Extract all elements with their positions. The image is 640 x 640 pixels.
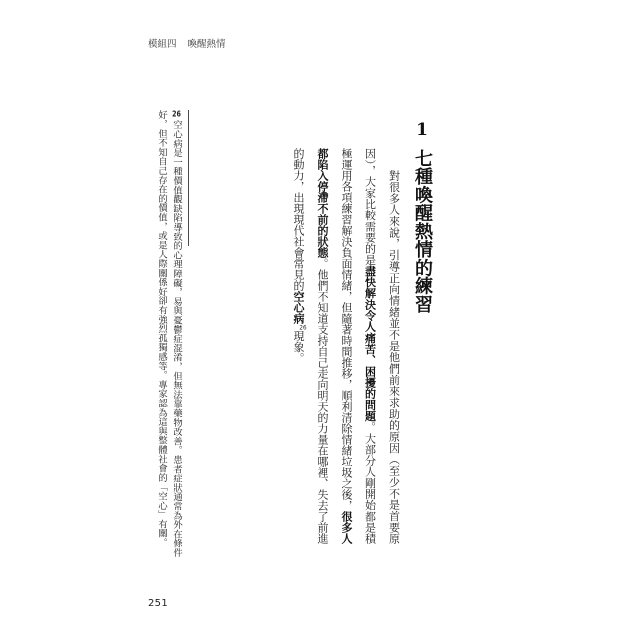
chapter-title: 七種喚醒熱情的練習 — [412, 149, 433, 313]
chapter-number: 1 — [416, 120, 428, 140]
body-column-5 — [291, 148, 305, 544]
running-head-title: 喚醒熱情 — [187, 39, 226, 50]
footnote-rule — [188, 110, 189, 246]
body-text: 。大部分人剛開始都是積 — [363, 421, 377, 545]
footnote-column-2 — [155, 110, 167, 547]
footnote-text: 空心病是一種價值觀缺陷導致的心理障礙，易與憂鬱症混淆，但無法靠藥物改善。患者症狀通常為外在條件 — [171, 120, 182, 558]
body-text: 的動力，出現現代社會常見的 — [292, 148, 305, 291]
footnote-number: 26 — [172, 110, 181, 118]
footnote-reference: 26 — [299, 324, 307, 331]
footnote-column-1 — [170, 110, 182, 556]
footnote-text: 好，但不知自己存在的價值，或是人際關係好卻有強烈孤獨感等。專家認為這與整體社會的「空心」有關。 — [156, 110, 167, 548]
body-column-2 — [363, 148, 377, 544]
body-text: 。他們不知道支持自己走向明天的力量在哪裡、失去了前進 — [316, 258, 329, 544]
emphasized-text: 盡快解決令人痛苦、困擾的問題 — [363, 265, 377, 422]
page-number: 251 — [148, 598, 168, 609]
body-column-1 — [387, 148, 401, 544]
body-text: 現象。 — [292, 330, 305, 364]
body-column-3 — [339, 148, 353, 544]
body-text: 極運用各項練習解決負面情緒，但隨著時間推移，順利清除情緒垃圾之後， — [340, 148, 353, 511]
emphasized-text: 都陷入停滯不前的狀態 — [316, 148, 329, 258]
running-head-module: 模組四 — [148, 39, 177, 50]
emphasized-text: 空心病 — [292, 291, 305, 324]
emphasized-text: 很多人 — [340, 511, 353, 544]
body-column-4 — [315, 148, 329, 544]
body-text: 對很多人來說，引導正向情緒並不是他們前來求助的原因（至少不是首要原 — [387, 170, 401, 544]
running-head — [148, 38, 226, 52]
body-text: 因），大家比較需要的是 — [363, 148, 377, 266]
